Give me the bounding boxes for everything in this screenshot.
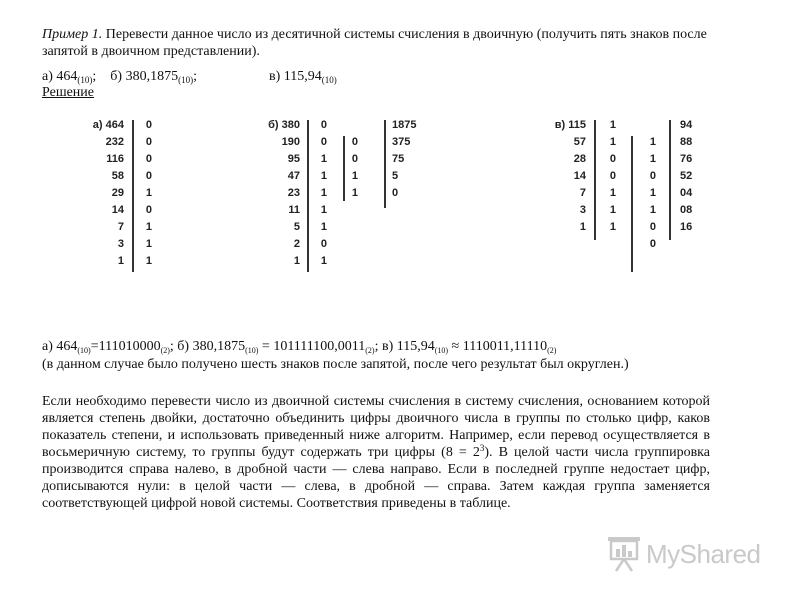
calc-a-remainder: 1 (145, 187, 152, 199)
explanation-part-2: ). В целой части числа группировка производится справа налево, в дробной части — слева направо. Если в последней группе недостает цифр, дописываются нули: в целой части — слева, в дробной — справа. Затем каждая группа заменяется соответствующей цифрой новой системы. Соответствия приведены в таблице. (42, 445, 710, 511)
rounding-note: (в данном случае было получено шесть знаков после запятой, после чего результат был округлен.) (42, 357, 629, 372)
calc-b-quotient: 2 (293, 238, 300, 250)
answer-a: а) 464 (42, 339, 78, 354)
calc-b-frac-bit: 0 (351, 136, 358, 148)
calc-b-frac-divider-2 (384, 120, 386, 208)
calc-b-frac-value: 375 (392, 136, 411, 148)
logo-text: MyShared (646, 539, 761, 569)
answer-a-result: =111010000 (90, 339, 161, 354)
calc-c-quotient: 14 (573, 170, 586, 182)
calc-c-remainder: 0 (609, 153, 616, 165)
calc-c-quotient: 28 (573, 153, 586, 165)
calc-b-quotient: 1 (293, 255, 300, 267)
calc-b-remainder: 1 (320, 221, 327, 233)
calc-c-frac-value: 52 (680, 170, 693, 182)
answer-a-result-base: (2) (160, 346, 170, 355)
calc-c-frac-value: 04 (680, 187, 693, 199)
explanation-paragraph (42, 393, 710, 512)
calc-b-quotient: 11 (288, 204, 300, 216)
calc-c-divider (594, 120, 596, 240)
calc-c-remainder: 1 (609, 221, 616, 233)
calc-b-quotient: 190 (281, 136, 300, 148)
task-c-base: (10) (321, 75, 337, 85)
calc-c-remainder: 1 (609, 136, 616, 148)
calc-b-frac-value: 5 (392, 170, 399, 182)
task-a: а) 464 (42, 69, 78, 84)
calc-b-remainder: 1 (320, 187, 327, 199)
calc-table-b (256, 118, 426, 278)
calc-c-frac-bit: 1 (649, 187, 656, 199)
answers-line (42, 338, 710, 355)
calc-b-divider (307, 120, 309, 272)
calc-a-quotient: 232 (105, 136, 124, 148)
calc-b-header: б) 380 (268, 119, 300, 131)
calc-b-quotient: 5 (293, 221, 300, 233)
answer-c-result-base: (2) (547, 346, 557, 355)
task-b-base: (10) (178, 75, 194, 85)
calc-a-quotient: 58 (111, 170, 124, 182)
calc-c-frac-bit: 1 (649, 136, 656, 148)
calc-b-frac-bit: 0 (351, 153, 358, 165)
calc-a-divider (132, 120, 134, 272)
answer-b-result: = 101111100,0011 (258, 339, 366, 354)
calc-c-frac-bit: 1 (649, 204, 656, 216)
calc-c-frac-value: 88 (680, 136, 693, 148)
calc-a-remainder: 0 (145, 136, 152, 148)
calc-b-remainder: 0 (320, 238, 327, 250)
explanation-part-1: Если необходимо перевести число из двоичной системы счисления в систему счисления, основанием которой является степень двойки, достаточно объединить цифры двоичного числа в группы по столько цифр, каков показатель степени, и использовать приведенный ниже алгоритм. Например, если перевод осуществляется в восьмеричную систему, то группы будут содержать три цифры (8 = 2 (42, 394, 710, 460)
calc-c-frac-bit: 0 (649, 170, 656, 182)
calc-a-quotient: 14 (111, 204, 124, 216)
example-label: Пример 1. (42, 27, 103, 42)
task-list (42, 68, 710, 85)
solution-heading: Решение (42, 85, 95, 100)
calc-a-remainder: 1 (145, 221, 152, 233)
calc-table-a (88, 118, 168, 278)
explanation-exponent: 3 (479, 443, 485, 453)
calc-a-remainder: 0 (145, 204, 152, 216)
task-c: в) 115,94 (268, 69, 322, 84)
intro-text: Перевести данное число из десятичной системы счисления в двоичную (получить пять знаков после запятой в двоичном представлении). (42, 27, 707, 59)
presentation-board-icon (606, 533, 642, 573)
calc-b-quotient: 23 (287, 187, 300, 199)
intro-paragraph (42, 26, 710, 60)
calc-c-frac-bit: 1 (649, 153, 656, 165)
calc-c-frac-value: 08 (680, 204, 693, 216)
answer-b-base: (10) (245, 346, 259, 355)
calc-b-frac-value: 0 (392, 187, 399, 199)
calc-table-c (552, 118, 702, 278)
calc-b-remainder: 0 (320, 119, 327, 131)
task-sep: ; (92, 69, 97, 84)
task-sep: ; (193, 69, 197, 84)
calc-a-quotient: 7 (117, 221, 124, 233)
calc-b-frac-value: 1875 (392, 119, 417, 131)
calc-a-quotient: 116 (106, 153, 124, 165)
calc-b-frac-bit: 1 (351, 170, 358, 182)
calc-b-remainder: 1 (320, 255, 327, 267)
answer-c-base: (10) (434, 346, 449, 355)
calc-a-quotient: 1 (117, 255, 124, 267)
calc-b-remainder: 0 (320, 136, 327, 148)
calc-c-quotient: 7 (579, 187, 586, 199)
task-b: б) 380,1875 (110, 69, 179, 84)
calc-a-header: а) 464 (92, 119, 124, 131)
answer-c: ; в) 115,94 (374, 339, 435, 354)
calc-b-frac-bit: 1 (351, 187, 358, 199)
calc-c-frac-bit: 0 (649, 238, 656, 250)
answer-a-base: (10) (77, 346, 91, 355)
calc-c-frac-divider-2 (669, 120, 671, 240)
task-a-base: (10) (77, 75, 93, 85)
calc-b-remainder: 1 (320, 153, 327, 165)
calc-a-remainder: 1 (145, 238, 152, 250)
calc-b-remainder: 1 (320, 170, 327, 182)
calc-c-frac-value: 76 (680, 153, 693, 165)
calc-a-remainder: 0 (145, 170, 152, 182)
calc-c-remainder: 0 (609, 170, 616, 182)
calc-c-frac-bit: 0 (649, 221, 656, 233)
calc-c-quotient: 3 (579, 204, 586, 216)
calc-b-frac-value: 75 (392, 153, 405, 165)
calc-c-frac-divider-1 (631, 136, 633, 272)
answer-b: ; б) 380,1875 (169, 339, 246, 354)
calc-c-header: в) 115 (554, 119, 586, 131)
answer-b-result-base: (2) (365, 346, 375, 355)
calc-b-quotient: 95 (287, 153, 300, 165)
answer-c-result: ≈ 1110011,11110 (448, 339, 548, 354)
calc-b-remainder: 1 (320, 204, 327, 216)
calc-a-quotient: 29 (111, 187, 124, 199)
calc-a-remainder: 1 (145, 255, 152, 267)
calc-c-remainder: 1 (609, 119, 616, 131)
calc-c-remainder: 1 (609, 204, 616, 216)
calc-c-quotient: 1 (579, 221, 586, 233)
calc-c-frac-value: 16 (680, 221, 693, 233)
calc-c-remainder: 1 (609, 187, 616, 199)
calc-a-remainder: 0 (145, 153, 152, 165)
calc-a-remainder: 0 (145, 119, 152, 131)
calc-b-quotient: 47 (287, 170, 300, 182)
calc-c-frac-value: 94 (680, 119, 693, 131)
myshared-logo (606, 533, 766, 577)
calc-a-quotient: 3 (117, 238, 124, 250)
calc-c-quotient: 57 (573, 136, 586, 148)
calc-b-frac-divider-1 (343, 136, 345, 201)
